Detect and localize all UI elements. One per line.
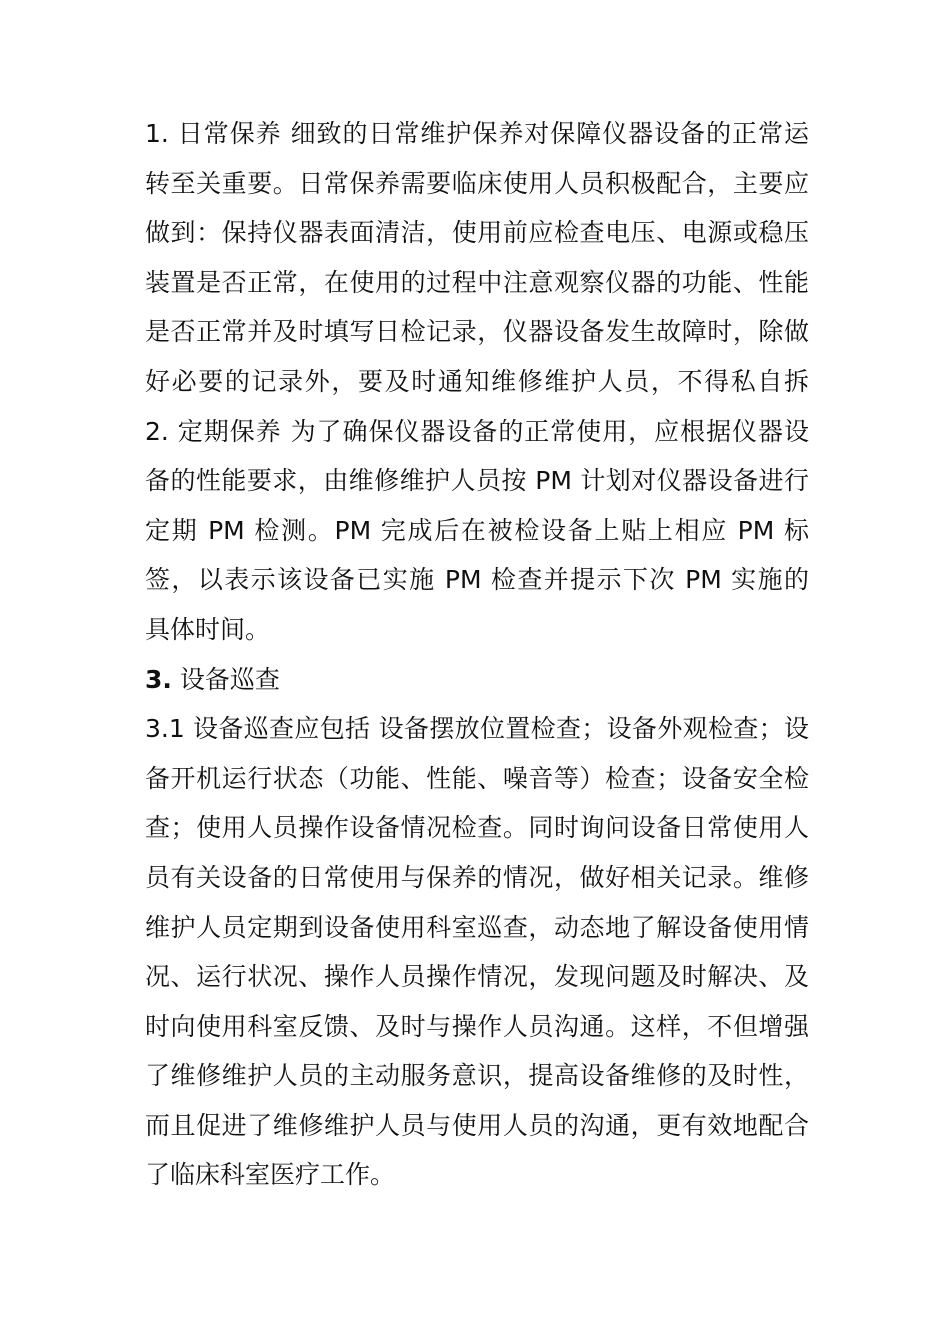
text-line-6: 好必要的记录外，要及时通知维修维护人员，不得私自拆 (145, 366, 809, 396)
text-line-10: 签，以表示该设备已实施 PM 检查并提示下次 PM 实施的 (145, 565, 809, 595)
text-line-21: 而且促进了维修维护人员与使用人员的沟通，更有效地配合 (145, 1110, 809, 1140)
text-line-8: 备的性能要求，由维修维护人员按 PM 计划对仪器设备进行 (145, 466, 809, 496)
text-line-22: 了临床科室医疗工作。 (145, 1160, 396, 1190)
text-line-11: 具体时间。 (145, 614, 271, 644)
text-line-3: 做到：保持仪器表面清洁，使用前应检查电压、电源或稳压 (145, 218, 809, 248)
text-line-20: 了维修维护人员的主动服务意识，提高设备维修的及时性， (145, 1061, 809, 1091)
text-line-15: 查；使用人员操作设备情况检查。同时询问设备日常使用人 (145, 813, 809, 843)
text-line-13: 3.1 设备巡查应包括 设备摆放位置检查；设备外观检查；设 (145, 714, 809, 744)
text-line-9: 定期 PM 检测。PM 完成后在被检设备上贴上相应 PM 标 (145, 515, 809, 545)
text-line-4: 装置是否正常，在使用的过程中注意观察仪器的功能、性能 (145, 267, 809, 297)
text-line-19: 时向使用科室反馈、及时与操作人员沟通。这样，不但增强 (145, 1011, 809, 1041)
text-line-17: 维护人员定期到设备使用科室巡查，动态地了解设备使用情 (145, 912, 809, 942)
section-heading-text: 设备巡查 (171, 664, 280, 694)
section-heading-3 (145, 655, 809, 705)
text-line-18: 况、运行状况、操作人员操作情况，发现问题及时解决、及 (145, 962, 809, 992)
text-line-5: 是否正常并及时填写日检记录，仪器设备发生故障时，除做 (145, 317, 809, 347)
text-line-14: 备开机运行状态（功能、性能、噪音等）检查；设备安全检 (145, 763, 809, 793)
text-line-1: 1. 日常保养 细致的日常维护保养对保障仪器设备的正常运 (145, 119, 809, 148)
section-heading-number: 3. (145, 664, 172, 694)
text-line-2: 转至关重要。日常保养需要临床使用人员积极配合，主要应 (145, 168, 809, 198)
text-line-16: 员有关设备的日常使用与保养的情况，做好相关记录。维修 (145, 862, 809, 892)
text-line-7: 2. 定期保养 为了确保仪器设备的正常使用，应根据仪器设 (145, 416, 809, 446)
document-body (145, 109, 809, 1200)
